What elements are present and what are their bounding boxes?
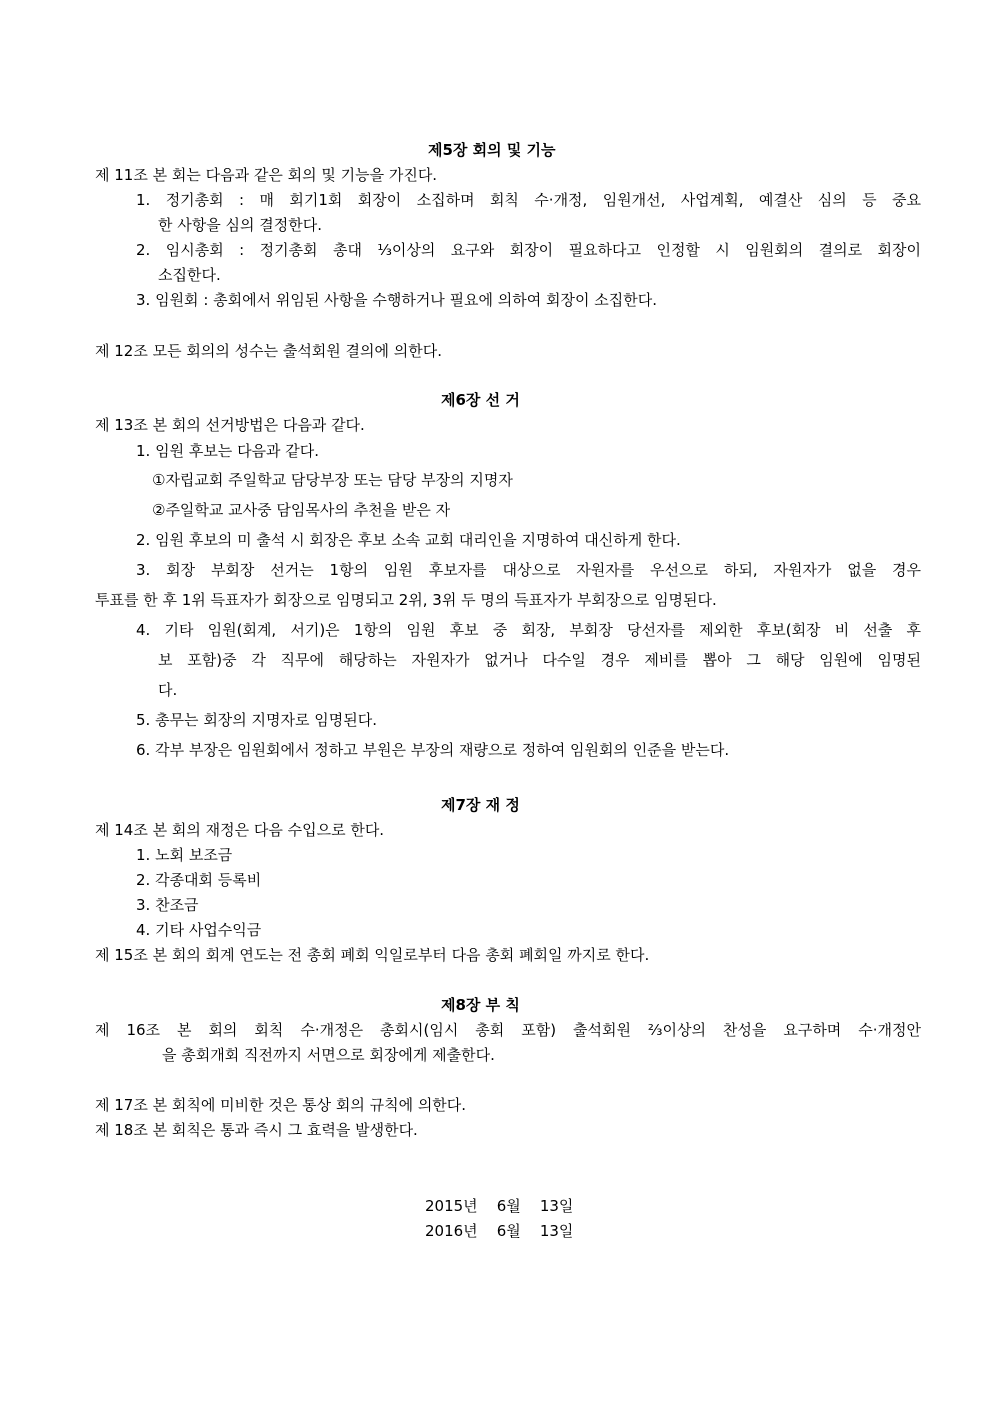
article-13-item-1-sub-1: ①자립교회 주일학교 담당부장 또는 담당 부장의 지명자 bbox=[152, 471, 513, 489]
article-12: 제 12조 모든 회의의 성수는 출석회원 결의에 의한다. bbox=[95, 342, 443, 360]
article-13-item-4-line-3: 다. bbox=[158, 681, 178, 699]
article-18: 제 18조 본 회칙은 통과 즉시 그 효력을 발생한다. bbox=[95, 1121, 418, 1139]
chapter8-heading: 제8장 부 칙 bbox=[441, 996, 520, 1014]
date-2016: 2016년 6월 13일 bbox=[425, 1222, 574, 1240]
article-17: 제 17조 본 회칙에 미비한 것은 통상 회의 규칙에 의한다. bbox=[95, 1096, 467, 1114]
article-13: 제 13조 본 회의 선거방법은 다음과 같다. bbox=[95, 416, 365, 434]
article-14-item-1: 1. 노회 보조금 bbox=[136, 846, 233, 864]
article-11-item-2-line-2: 소집한다. bbox=[158, 266, 221, 284]
article-13-item-4-line-2: 보 포함)중 각 직무에 해당하는 자원자가 없거나 다수일 경우 제비를 뽑아 그 해당 임원에 임명된 bbox=[158, 651, 921, 669]
article-13-item-5: 5. 총무는 회장의 지명자로 임명된다. bbox=[136, 711, 378, 729]
article-11-item-1-line-2: 한 사항을 심의 결정한다. bbox=[158, 216, 322, 234]
article-14-item-4: 4. 기타 사업수익금 bbox=[136, 921, 262, 939]
article-11-item-2-line-1: 2. 임시총회 : 정기총회 총대 ⅓이상의 요구와 회장이 필요하다고 인정할 시 임원회의 결의로 회장이 bbox=[136, 241, 921, 259]
article-13-item-6: 6. 각부 부장은 임원회에서 정하고 부원은 부장의 재량으로 정하여 임원회의 인준을 받는다. bbox=[136, 741, 730, 759]
article-13-item-1: 1. 임원 후보는 다음과 같다. bbox=[136, 442, 320, 460]
article-16-line-1: 제 16조 본 회의 회칙 수·개정은 총회시(임시 총회 포함) 출석회원 ⅔이상의 찬성을 요구하며 수·개정안 bbox=[95, 1021, 921, 1039]
chapter7-heading: 제7장 재 정 bbox=[441, 796, 520, 814]
article-14: 제 14조 본 회의 재정은 다음 수입으로 한다. bbox=[95, 821, 385, 839]
chapter5-heading: 제5장 회의 및 기능 bbox=[428, 141, 556, 159]
chapter6-heading: 제6장 선 거 bbox=[441, 391, 520, 409]
article-13-item-1-sub-2: ②주일학교 교사중 담임목사의 추천을 받은 자 bbox=[152, 501, 451, 519]
article-13-item-2: 2. 임원 후보의 미 출석 시 회장은 후보 소속 교회 대리인을 지명하여 대신하게 한다. bbox=[136, 531, 681, 549]
article-14-item-3: 3. 찬조금 bbox=[136, 896, 199, 914]
article-16-line-2: 을 총회개회 직전까지 서면으로 회장에게 제출한다. bbox=[162, 1046, 495, 1064]
article-13-item-3-line-1: 3. 회장 부회장 선거는 1항의 임원 후보자를 대상으로 자원자를 우선으로 하되, 자원자가 없을 경우 bbox=[136, 561, 921, 579]
article-14-item-2: 2. 각종대회 등록비 bbox=[136, 871, 262, 889]
date-2015: 2015년 6월 13일 bbox=[425, 1197, 574, 1215]
article-13-item-3-line-2: 투표를 한 후 1위 득표자가 회장으로 임명되고 2위, 3위 두 명의 득표자가 부회장으로 임명된다. bbox=[95, 591, 717, 609]
article-11-item-3: 3. 임원회 : 총회에서 위임된 사항을 수행하거나 필요에 의하여 회장이 소집한다. bbox=[136, 291, 658, 309]
article-13-item-4-line-1: 4. 기타 임원(회계, 서기)은 1항의 임원 후보 중 회장, 부회장 당선자를 제외한 후보(회장 비 선출 후 bbox=[136, 621, 921, 639]
article-15: 제 15조 본 회의 회계 연도는 전 총회 폐회 익일로부터 다음 총회 폐회일 까지로 한다. bbox=[95, 946, 650, 964]
article-11-item-1-line-1: 1. 정기총회 : 매 회기1회 회장이 소집하며 회칙 수·개정, 임원개선, 사업계획, 예결산 심의 등 중요 bbox=[136, 191, 921, 209]
article-11: 제 11조 본 회는 다음과 같은 회의 및 기능을 가진다. bbox=[95, 166, 438, 184]
